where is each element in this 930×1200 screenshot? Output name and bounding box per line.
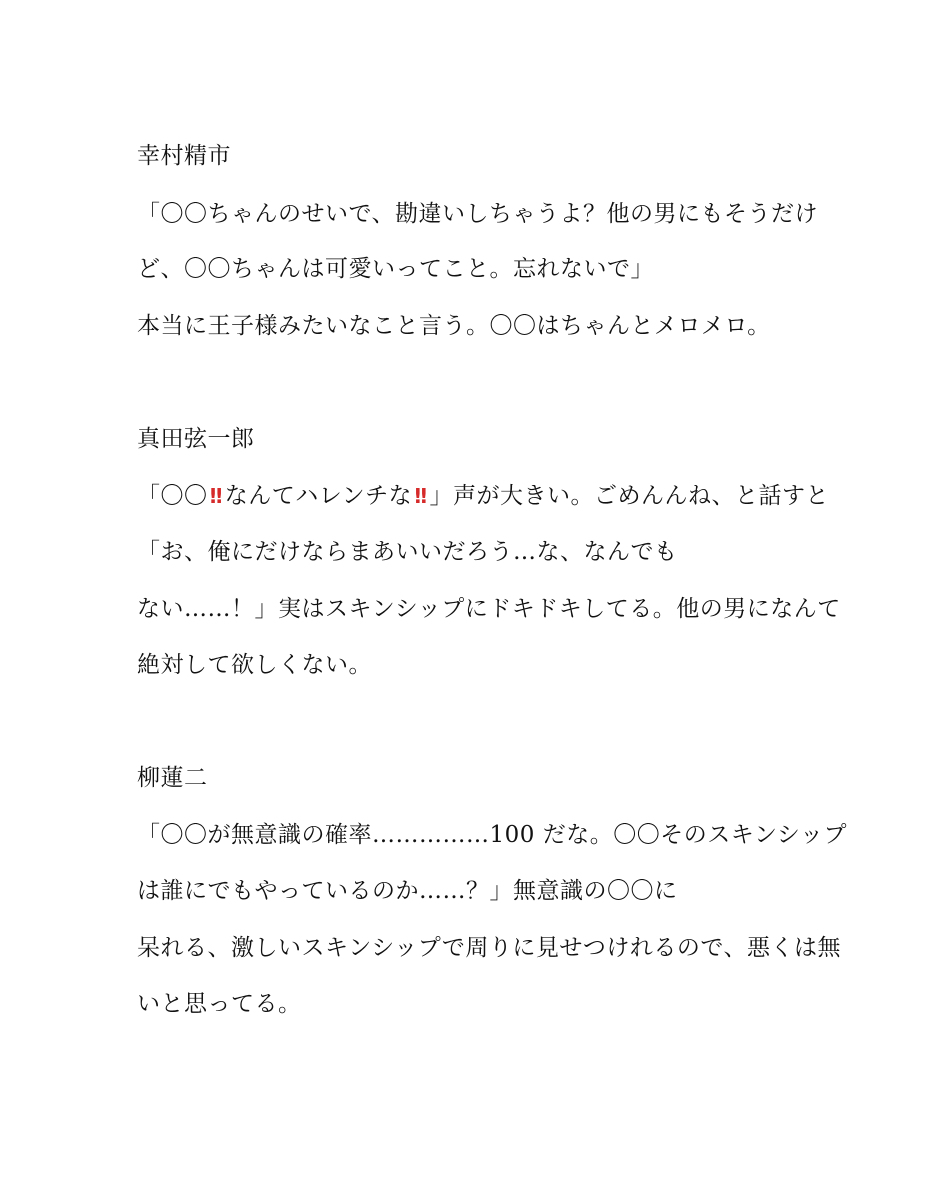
text-line: 呆れる、激しいスキンシップで周りに見せつけれるので、悪くは無 xyxy=(137,935,841,961)
text-line: 本当に王子様みたいなこと言う。〇〇はちゃんとメロメロ。 xyxy=(137,313,771,339)
text-line: 「〇〇ちゃんのせいで、勘違いしちゃうよ？他の男にもそうだけ xyxy=(137,201,819,227)
text-segment: 」声が大きい。ごめんんね、と話すと xyxy=(429,483,829,509)
character-name-yanagi: 柳蓮二 xyxy=(137,765,208,791)
text-line: ない……！」実はスキンシップにドキドキしてる。他の男になんて xyxy=(137,596,841,622)
text-line: は誰にでもやっているのか……？」無意識の〇〇に xyxy=(137,878,678,904)
character-name-sanada: 真田弦一郎 xyxy=(137,426,255,452)
text-segment: 「〇〇 xyxy=(137,483,208,509)
character-name-yukimura: 幸村精市 xyxy=(137,143,231,169)
text-line: 「お、俺にだけならまあいいだろう…な、なんでも xyxy=(137,539,678,565)
text-line: 絶対して欲しくない。 xyxy=(137,652,372,678)
text-segment: なんてハレンチな xyxy=(224,483,413,509)
double-exclamation-icon: !! xyxy=(208,484,221,508)
text-line: ど、〇〇ちゃんは可愛いってこと。忘れないで」 xyxy=(137,256,654,282)
text-line xyxy=(137,481,829,511)
text-line: 「〇〇が無意識の確率……………100 だな。〇〇そのスキンシップ xyxy=(137,822,847,848)
double-exclamation-icon: !! xyxy=(413,484,426,508)
text-line: いと思ってる。 xyxy=(137,991,302,1017)
